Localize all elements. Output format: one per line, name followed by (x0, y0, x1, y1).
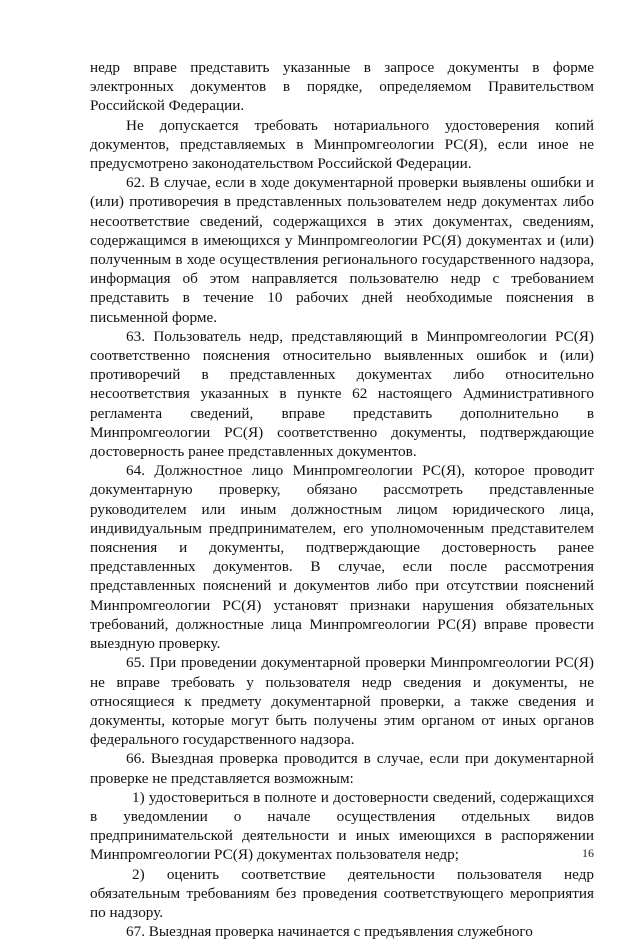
document-body (90, 58, 594, 941)
paragraph-64: 64. Должностное лицо Минпромгеологии РС(Я), которое проводит документарную проверку, обязано рассмотреть представленные руководителем или иным должностным лицом юридического лица, индивидуальным предпринимателем, его уполномоченным представителем пояснения и документы, подтверждающие достоверность ранее представленных документов. В случае, если после рассмотрения представленных пояснений и документов либо при отсутствии пояснений Минпромгеологии РС(Я) установят признаки нарушения обязательных требований, должностные лица Минпромгеологии РС(Я) вправе провести выездную проверку. (90, 462, 594, 653)
paragraph-continuation: недр вправе представить указанные в запросе документы в форме электронных документов в порядке, определяемом Правительством Российской Федерации. (90, 59, 594, 115)
page-number: 16 (582, 846, 594, 860)
list-item-2: 2) оценить соответствие деятельности пользователя недр обязательным требованиям без проведения соответствующего мероприятия по надзору. (90, 865, 594, 921)
paragraph-notary: Не допускается требовать нотариального удостоверения копий документов, представляемых в Минпромгеологии РС(Я), если иное не предусмотрено законодательством Российской Федерации. (90, 116, 594, 173)
paragraph-67: 67. Выездная проверка начинается с предъявления служебного (126, 923, 533, 941)
paragraph-65: 65. При проведении документарной проверки Минпромгеологии РС(Я) не вправе требовать у пользователя недр сведения и документы, не относящиеся к предмету документарной проверки, а также сведения и документы, которые могут быть получены этим органом от иных органов федерального государственного надзора. (90, 654, 594, 749)
list-item-1: 1) удостовериться в полноте и достоверности сведений, содержащихся в уведомлении о начале осуществления отдельных видов предпринимательской деятельности и иных имеющихся в распоряжении Минпромгеологии РС(Я) документах пользователя недр; (90, 788, 594, 864)
paragraph-63: 63. Пользователь недр, представляющий в Минпромгеологии РС(Я) соответственно пояснения относительно выявленных ошибок и (или) противоречий в представленных документах либо относительно несоответствия указанных в пункте 62 настоящего Административного регламента сведений, вправе представить дополнительно в Минпромгеологии РС(Я) соответственно документы, подтверждающие достоверность ранее представленных документов. (90, 327, 594, 461)
paragraph-62: 62. В случае, если в ходе документарной проверки выявлены ошибки и (или) противоречия в представленных пользователем недр документах либо несоответствие сведений, содержащихся в этих документах, сведениям, содержащимся в имеющихся у Минпромгеологии РС(Я) документах и (или) полученным в ходе осуществления регионального государственного надзора, информация об этом направляется пользователю недр с требованием представить в течение 10 рабочих дней необходимые пояснения в письменной форме. (90, 174, 594, 326)
paragraph-66: 66. Выездная проверка проводится в случае, если при документарной проверке не представляется возможным: (90, 750, 594, 787)
